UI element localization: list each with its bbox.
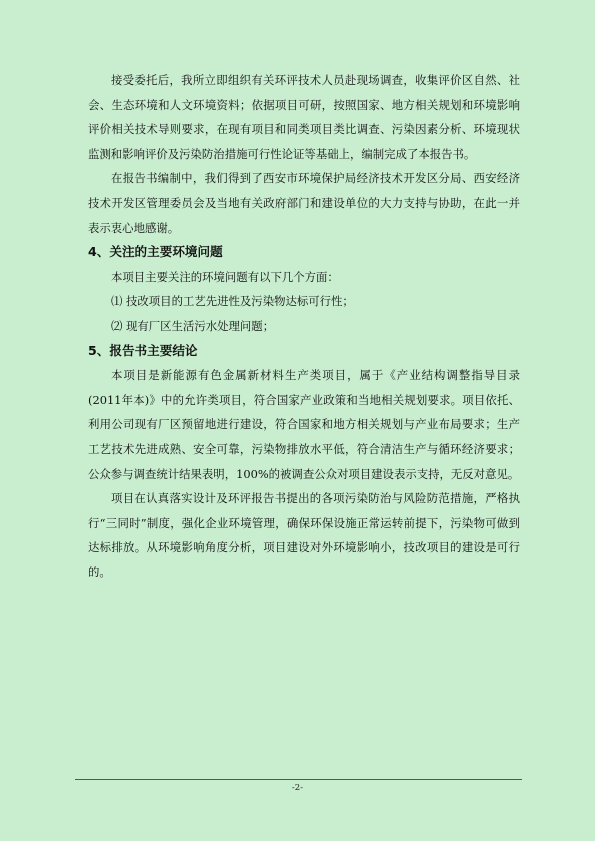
section5-heading: 5、报告书主要结论 — [88, 342, 198, 358]
section4-heading: 4、关注的主要环境问题 — [88, 244, 223, 260]
section4-item-1: ⑴ 技改项目的工艺先进性及污染物达标可行性； — [111, 294, 354, 309]
section4-intro: 本项目主要关注的环境问题有以下几个方面： — [111, 269, 339, 284]
page-number: -2- — [291, 783, 304, 793]
section4-item-2: ⑵ 现有厂区生活污水处理问题； — [111, 318, 275, 333]
document-body — [88, 68, 520, 584]
intro-paragraph-1: 接受委托后，我所立即组织有关环评技术人员赴现场调查，收集评价区自然、社会、生态环境和人文环境资料；依据项目可研，按照国家、地方相关规划和环境影响评价相关技术导则要求，在现有项目和同类项目类比调查、污染因素分析、环境现状监测和影响评价及污染防治措施可行性论证等基础上，编制完成了本报告书。 — [88, 73, 520, 161]
footer-divider — [75, 779, 522, 780]
section5-paragraph-2: 项目在认真落实设计及环评报告书提出的各项污染防治与风险防范措施，严格执行“三同时”制度，强化企业环境管理，确保环保设施正常运转前提下，污染物可做到达标排放。从环境影响角度分析，项目建设对外环境影响小，技改项目的建设是可行的。 — [88, 491, 520, 579]
intro-paragraph-2: 在报告书编制中，我们得到了西安市环境保护局经济技术开发区分局、西安经济技术开发区管理委员会及当地有关政府部门和建设单位的大力支持与协助，在此一并表示衷心地感谢。 — [88, 171, 520, 235]
section5-paragraph-1: 本项目是新能源有色金属新材料生产类项目，属于《产业结构调整指导目录(2011年本)》中的允许类项目，符合国家产业政策和当地相关规划要求。项目依托、利用公司现有厂区预留地进行建设，符合国家和地方相关规划与产业布局要求；生产工艺技术先进成熟、安全可靠，污染物排放水平低，符合清洁生产与循环经济要求；公众参与调查统计结果表明，100%的被调查公众对项目建设表示支持，无反对意见。 — [88, 368, 520, 481]
